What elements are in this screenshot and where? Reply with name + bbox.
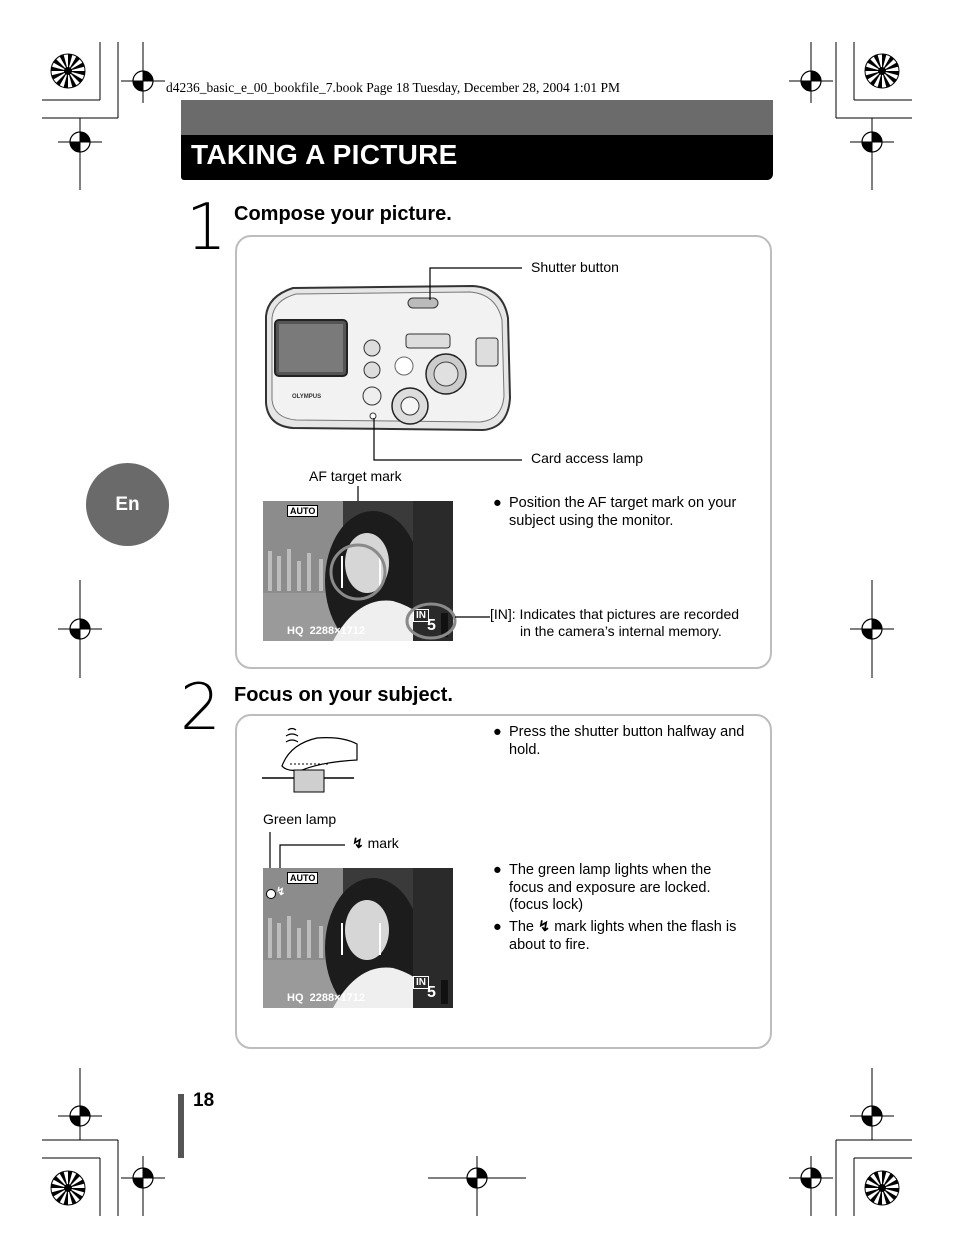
step1-number: 1 bbox=[186, 191, 227, 265]
flash-indicator-icon: ↯ bbox=[276, 886, 286, 898]
step2-bullet2-text: The green lamp lights when the focus and exposure are locked. (focus lock) bbox=[509, 862, 712, 913]
shutter-press-illustration bbox=[262, 726, 362, 796]
af-target-mark bbox=[341, 556, 381, 588]
flash-icon: ↯ bbox=[538, 919, 551, 935]
green-lamp-indicator bbox=[266, 889, 276, 899]
camera-brand: OLYMPUS bbox=[292, 394, 322, 400]
step2-number: 2 bbox=[180, 671, 221, 745]
step2-bullet1 bbox=[493, 724, 758, 759]
bullet-icon: ● bbox=[493, 919, 502, 935]
image-quality-readout: HQ 2288×1712 bbox=[287, 992, 365, 1004]
shots-remaining: 5 bbox=[427, 617, 436, 634]
auto-mode-icon: AUTO bbox=[287, 872, 318, 884]
camera-illustration bbox=[258, 278, 518, 458]
internal-memory-indicator: IN bbox=[413, 976, 429, 989]
page-bar bbox=[178, 1094, 184, 1158]
bullet-icon: ● bbox=[493, 724, 502, 740]
step2-bullet3-text: The ↯ mark lights when the flash is about to fire. bbox=[509, 919, 737, 953]
af-target-mark-label: AF target mark bbox=[309, 468, 402, 484]
green-lamp-label: Green lamp bbox=[263, 811, 337, 827]
bullet-icon: ● bbox=[493, 495, 502, 511]
step1-bullet bbox=[493, 495, 758, 530]
step2-bullet2 bbox=[493, 862, 743, 915]
step2-title: Focus on your subject. bbox=[234, 684, 453, 706]
monitor-screen-1 bbox=[263, 501, 453, 641]
shutter-button-label: Shutter button bbox=[531, 259, 619, 275]
step2-bullet3 bbox=[493, 919, 758, 954]
language-tab[interactable]: En bbox=[86, 463, 169, 546]
page-number: 18 bbox=[193, 1090, 215, 1111]
af-target-mark bbox=[341, 923, 381, 955]
image-quality-readout: HQ 2288×1712 bbox=[287, 625, 365, 637]
step2-bullet1-text: Press the shutter button halfway and hold. bbox=[509, 724, 745, 758]
print-header: d4236_basic_e_00_bookfile_7.book Page 18 Tuesday, December 28, 2004 1:01 PM bbox=[166, 80, 620, 95]
flash-mark-label bbox=[352, 835, 399, 852]
in-note-line2: in the camera’s internal memory. bbox=[520, 623, 722, 639]
flash-mark-text: mark bbox=[367, 835, 399, 851]
flash-icon: ↯ bbox=[352, 835, 364, 851]
section-title: TAKING A PICTURE bbox=[191, 139, 458, 170]
step1-title: Compose your picture. bbox=[234, 203, 452, 225]
bullet-icon: ● bbox=[493, 862, 502, 878]
monitor-screen-2 bbox=[263, 868, 453, 1008]
title-bar-top bbox=[181, 100, 773, 136]
in-note-line1: [IN]: Indicates that pictures are recorded bbox=[490, 606, 740, 622]
step1-bullet-text: Position the AF target mark on your subject using the monitor. bbox=[509, 495, 737, 529]
auto-mode-icon: AUTO bbox=[287, 505, 318, 517]
internal-memory-indicator: IN bbox=[413, 609, 429, 622]
card-access-lamp-label: Card access lamp bbox=[531, 450, 644, 466]
shots-remaining: 5 bbox=[427, 984, 436, 1001]
